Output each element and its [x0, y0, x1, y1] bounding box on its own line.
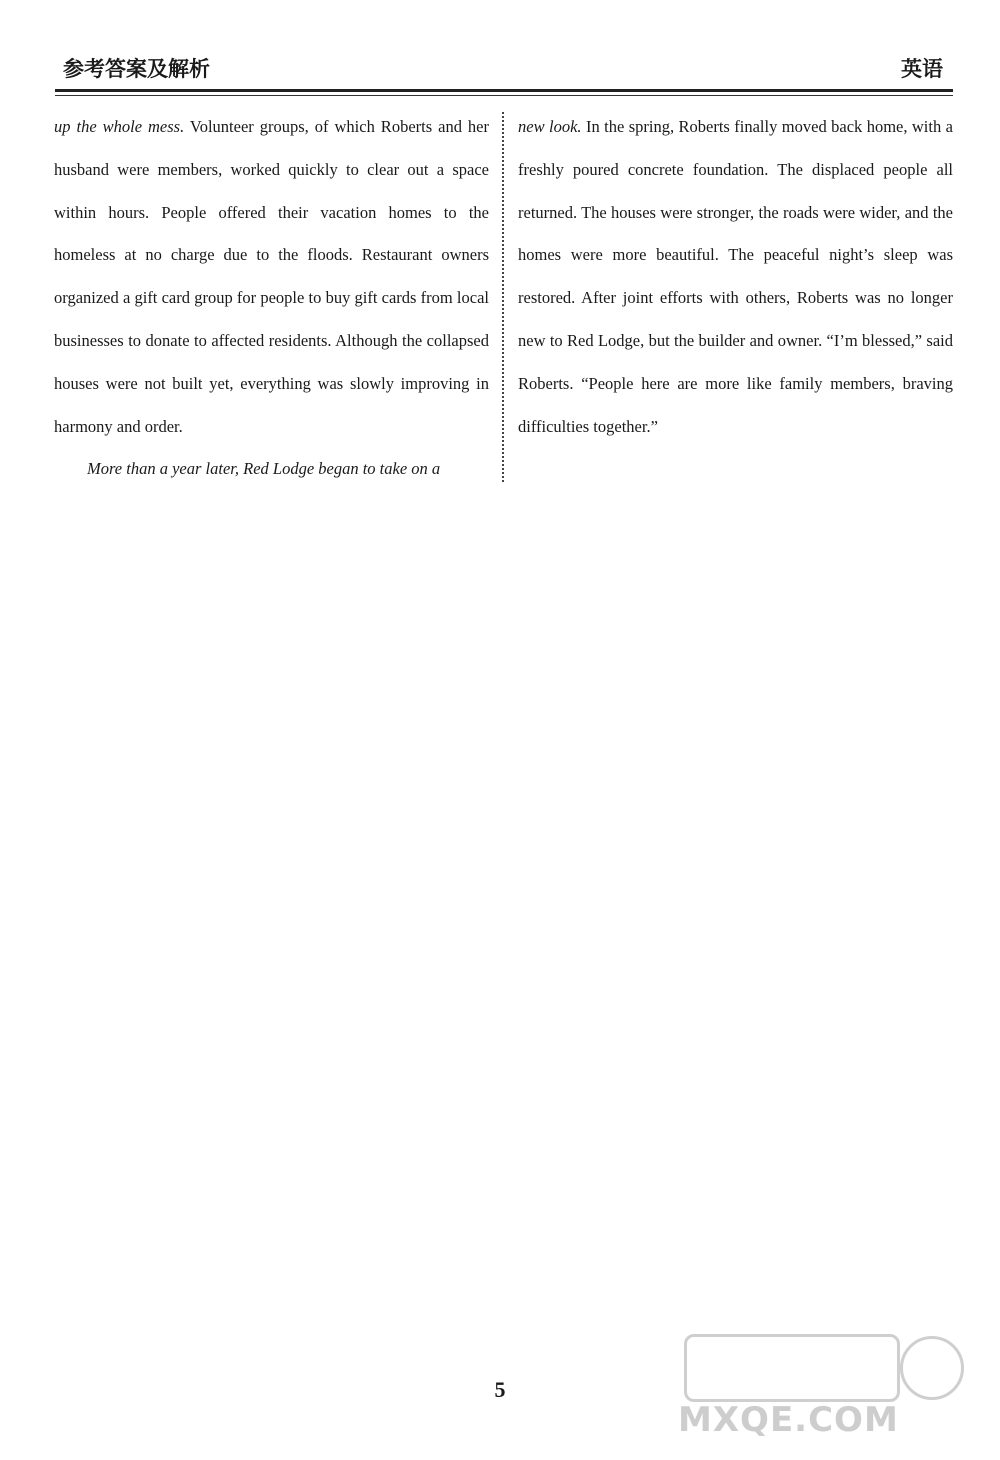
- left-p2-italic: More than a year later, Red Lodge began to take on a: [87, 459, 441, 479]
- left-paragraph-1: [54, 106, 489, 448]
- column-divider: [502, 112, 504, 482]
- header-subject: 英语: [901, 57, 943, 81]
- watermark-seal-icon: [900, 1336, 964, 1400]
- page-number: 5: [494, 1377, 506, 1402]
- left-p1-text: Volunteer groups, of which Roberts and her husband were members, worked quickly to clear out a space within hours. People offered their vacation homes to the homeless at no charge due to the floods. Restaurant owners organized a gift card group for people to buy gift cards from local businesses to donate to affected residents. Although the collapsed houses were not built yet, everything was slowly improving in harmony and order.: [54, 117, 489, 436]
- header-rule-thick: [55, 89, 953, 92]
- left-paragraph-2: [54, 448, 489, 491]
- watermark-logo-icon: [684, 1334, 900, 1402]
- right-p1-text: In the spring, Roberts finally moved back home, with a freshly poured concrete foundation. The displaced people all returned. The houses were stronger, the roads were wider, and the homes were more beautiful. The peaceful night’s sleep was restored. After joint efforts with others, Roberts was no longer new to Red Lodge, but the builder and owner. “I’m blessed,” said Roberts. “People here are more like family members, braving difficulties together.”: [518, 117, 953, 436]
- right-column: [518, 106, 953, 448]
- page-header: [55, 52, 953, 86]
- watermark-text: MXQE.COM: [678, 1400, 899, 1440]
- left-column: [54, 106, 489, 491]
- header-title: 参考答案及解析: [63, 57, 210, 81]
- right-p1-italic: new look.: [518, 117, 582, 136]
- right-paragraph-1: [518, 106, 953, 448]
- left-p1-italic: up the whole mess.: [54, 117, 185, 136]
- header-rule-thin: [55, 95, 953, 96]
- watermark: [678, 1334, 978, 1444]
